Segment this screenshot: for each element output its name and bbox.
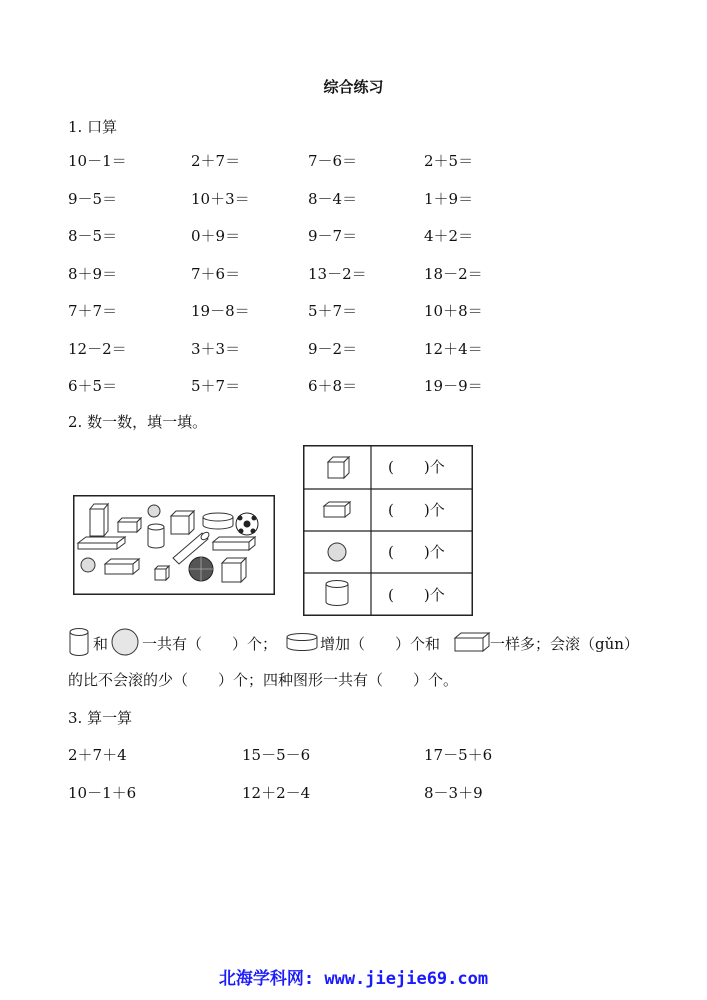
q1-equation: 18－2＝	[424, 264, 483, 283]
fill-text-and: 和	[93, 635, 109, 653]
table-sphere-icon	[328, 543, 346, 561]
q1-equation: 1＋9＝	[424, 189, 474, 208]
small-cuboid-icon	[118, 518, 141, 532]
q1-equation: 12－2＝	[68, 339, 127, 358]
q1-equation: 8－4＝	[308, 189, 358, 208]
q3-expression: 2＋7＋4	[68, 746, 127, 764]
q3-heading: 3. 算一算	[68, 709, 133, 727]
fill-text-same: 一样多；会滚（gǔn）	[490, 635, 639, 653]
q1-equation: 7－6＝	[308, 152, 358, 170]
q1-equation: 9－2＝	[308, 339, 358, 358]
q1-equation: 8＋9＝	[68, 264, 118, 283]
q1-equation: 7＋6＝	[191, 264, 241, 283]
q1-equation: 9－7＝	[308, 227, 358, 245]
count-blank-sphere[interactable]: ( )个	[388, 543, 445, 561]
table-cylinder-icon	[326, 581, 348, 606]
shapes-picture	[73, 495, 275, 595]
inline-cuboid-icon	[453, 631, 491, 653]
inline-sphere-icon	[110, 627, 140, 657]
flat-cylinder-icon	[203, 513, 233, 529]
flat-cuboid-icon	[213, 537, 255, 550]
cylinder-icon	[148, 524, 164, 548]
q3-expression: 8－3＋9	[424, 784, 483, 802]
q3-expression: 17－5＋6	[424, 746, 493, 764]
board-cuboid-icon	[78, 537, 125, 549]
table-cuboid-icon	[324, 502, 350, 517]
count-blank-cylinder[interactable]: ( )个	[388, 586, 445, 604]
q1-equation: 5＋7＝	[308, 302, 358, 320]
q1-equation: 10＋3＝	[191, 189, 250, 208]
q2-heading: 2. 数一数，填一填。	[68, 413, 208, 431]
q1-equation: 19－9＝	[424, 377, 483, 395]
basketball-icon	[189, 557, 213, 581]
fill-text-total: 一共有（ ）个；	[142, 635, 278, 653]
q1-equation: 2＋7＝	[191, 152, 241, 170]
q1-equation: 5＋7＝	[191, 377, 241, 395]
q1-equation: 6＋8＝	[308, 377, 358, 395]
q3-expression: 15－5－6	[242, 746, 311, 764]
q1-equation: 3＋3＝	[191, 339, 241, 358]
page-title: 综合练习	[323, 78, 384, 96]
q1-equation: 8－5＝	[68, 227, 118, 245]
small-sphere-icon	[81, 558, 95, 572]
fill-text-line2: 的比不会滚的少（ ）个；四种图形一共有（ ）个。	[68, 671, 459, 689]
inline-cylinder-icon	[68, 627, 90, 657]
count-blank-cuboid[interactable]: ( )个	[388, 501, 445, 519]
inline-flat-cylinder-icon	[285, 632, 319, 652]
q3-expression: 12＋2－4	[242, 784, 311, 802]
q1-equation: 19－8＝	[191, 302, 250, 320]
q1-equation: 6＋5＝	[68, 377, 118, 395]
q1-equation: 12＋4＝	[424, 339, 483, 358]
cuboid-icon	[105, 559, 139, 574]
cube-icon	[222, 558, 246, 582]
footer-watermark: 北海学科网: www.jiejie69.com	[218, 969, 489, 989]
q1-heading: 1. 口算	[68, 118, 118, 136]
fill-text-add: 增加（ ）个和	[320, 635, 441, 653]
q1-equation: 2＋5＝	[424, 152, 474, 170]
q1-equation: 4＋2＝	[424, 227, 474, 245]
q1-equation: 0＋9＝	[191, 227, 241, 245]
count-blank-cube[interactable]: ( )个	[388, 458, 445, 476]
tall-cuboid-icon	[90, 504, 108, 536]
q1-equation: 9－5＝	[68, 189, 118, 208]
cube-icon	[171, 511, 194, 534]
q1-equation: 10－1＝	[68, 152, 127, 170]
q1-equation: 13－2＝	[308, 264, 367, 283]
q1-equation: 10＋8＝	[424, 302, 483, 320]
small-sphere-icon	[148, 505, 160, 517]
q1-equation: 7＋7＝	[68, 302, 118, 320]
small-cube-icon	[155, 566, 169, 580]
table-cube-icon	[328, 457, 349, 478]
ball-icon	[236, 513, 258, 535]
q3-expression: 10－1＋6	[68, 784, 137, 802]
